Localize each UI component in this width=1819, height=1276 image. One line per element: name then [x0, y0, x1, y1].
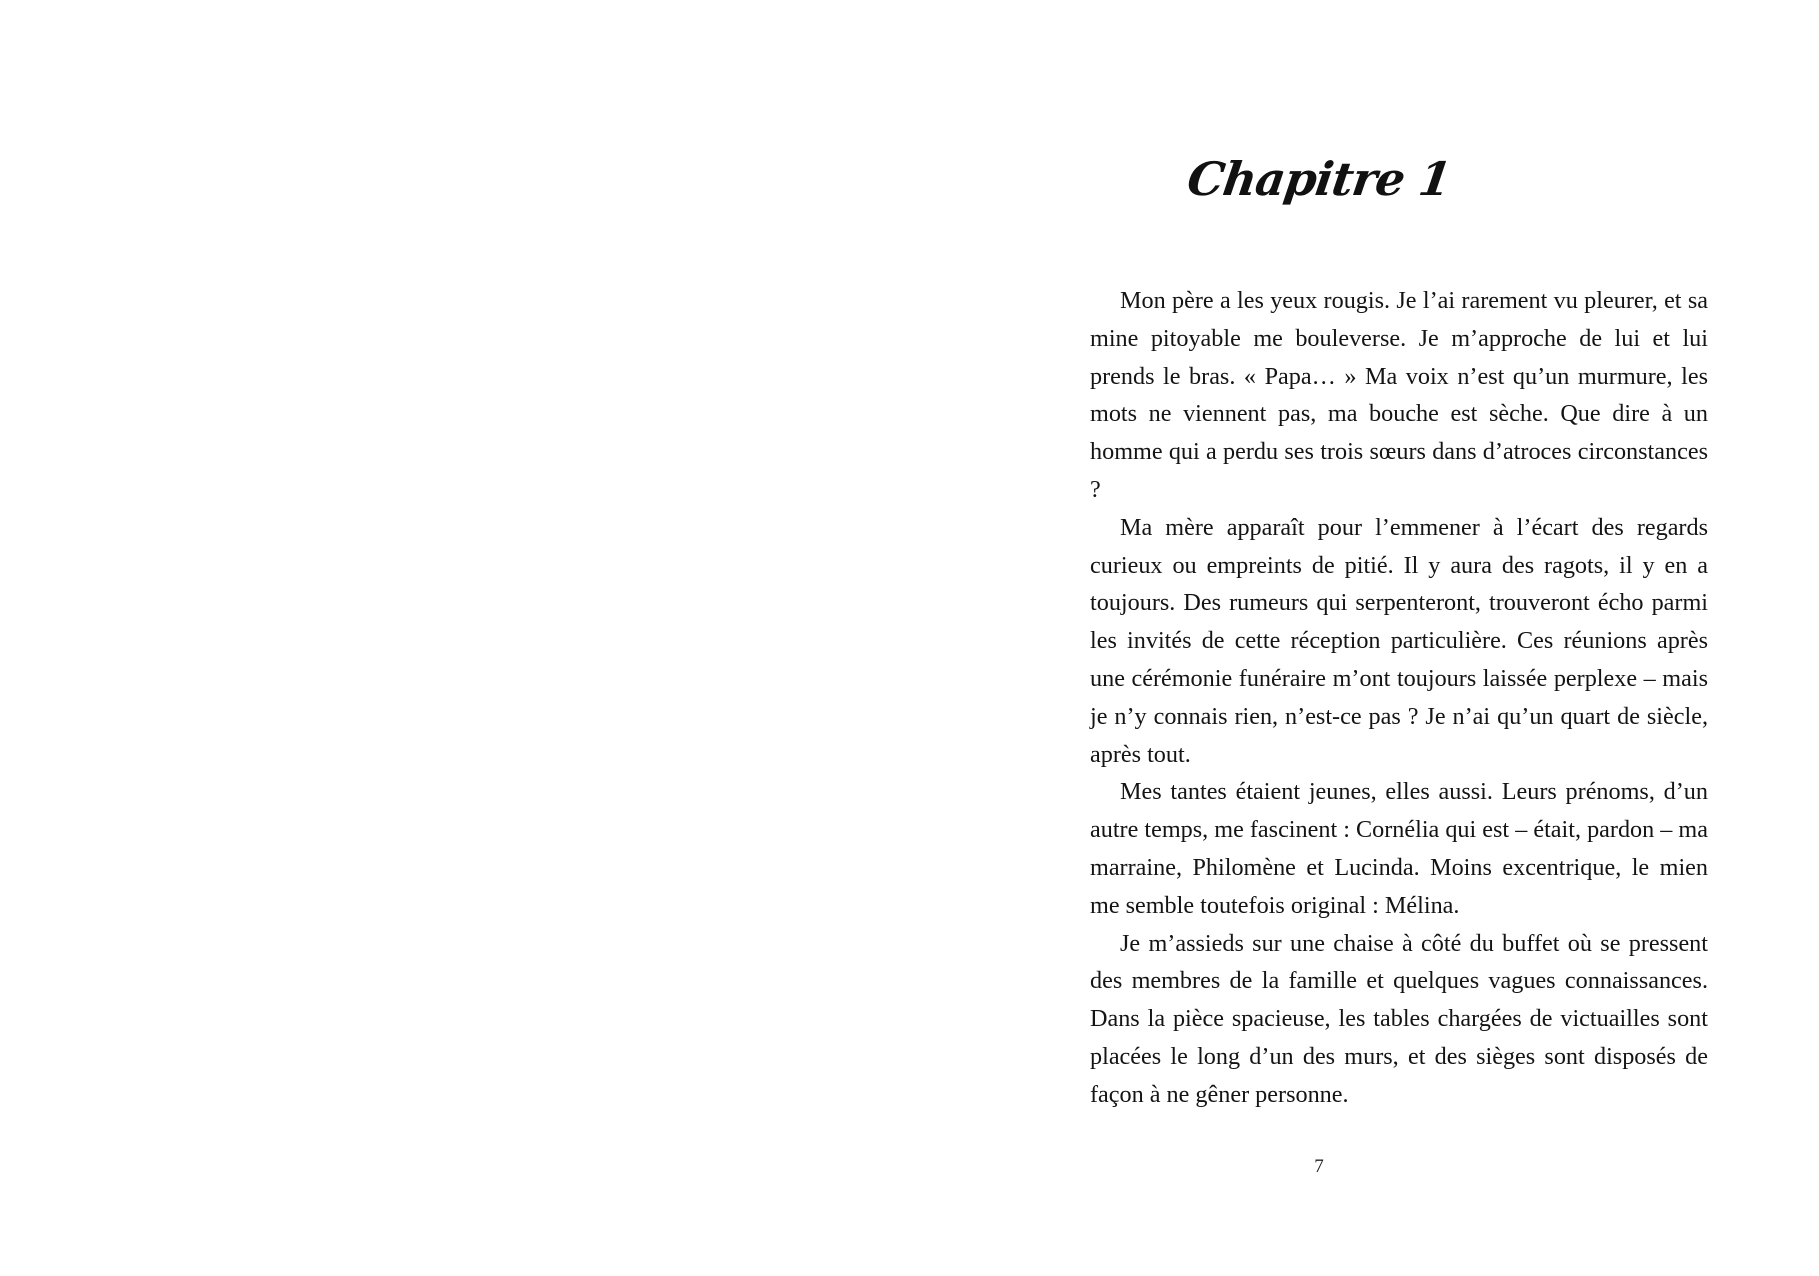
- paragraph-2: Ma mère apparaît pour l’emmener à l’écart des regards curieux ou empreints de pitié. Il y aura des ragots, il y en a toujours. Des rumeurs qui serpenteront, trouveront écho parmi les invités de cette réception particulière. Ces réunions après une cérémonie funéraire m’ont toujours laissée perplexe – mais je n’y connais rien, n’est-ce pas ? Je n’ai qu’un quart de siècle, après tout.: [1090, 513, 1708, 768]
- page-number: 7: [1314, 1156, 1324, 1177]
- chapter-title: Chapitre 1: [1184, 152, 1454, 206]
- paragraph-4: Je m’assieds sur une chaise à côté du buffet où se pressent des membres de la famille et quelques vagues connaissances. Dans la pièce spacieuse, les tables chargées de victuailles sont placées le long d’un des murs, et des sièges sont disposés de façon à ne gêner personne.: [1090, 929, 1708, 1108]
- right-page: [909, 0, 1819, 1276]
- paragraph-3: Mes tantes étaient jeunes, elles aussi. Leurs prénoms, d’un autre temps, me fascinent : Cornélia qui est – était, pardon – ma marraine, Philomène et Lucinda. Moins excentrique, le mien me semble toutefois original : Mélina.: [1090, 778, 1708, 919]
- left-page-blank: [0, 0, 909, 1276]
- chapter-body: [1090, 282, 1708, 1114]
- paragraph-1: Mon père a les yeux rougis. Je l’ai rarement vu pleurer, et sa mine pitoyable me bouleverse. Je m’approche de lui et lui prends le bras. « Papa… » Ma voix n’est qu’un murmure, les mots ne viennent pas, ma bouche est sèche. Que dire à un homme qui a perdu ses trois sœurs dans d’atroces circonstances ?: [1090, 287, 1708, 503]
